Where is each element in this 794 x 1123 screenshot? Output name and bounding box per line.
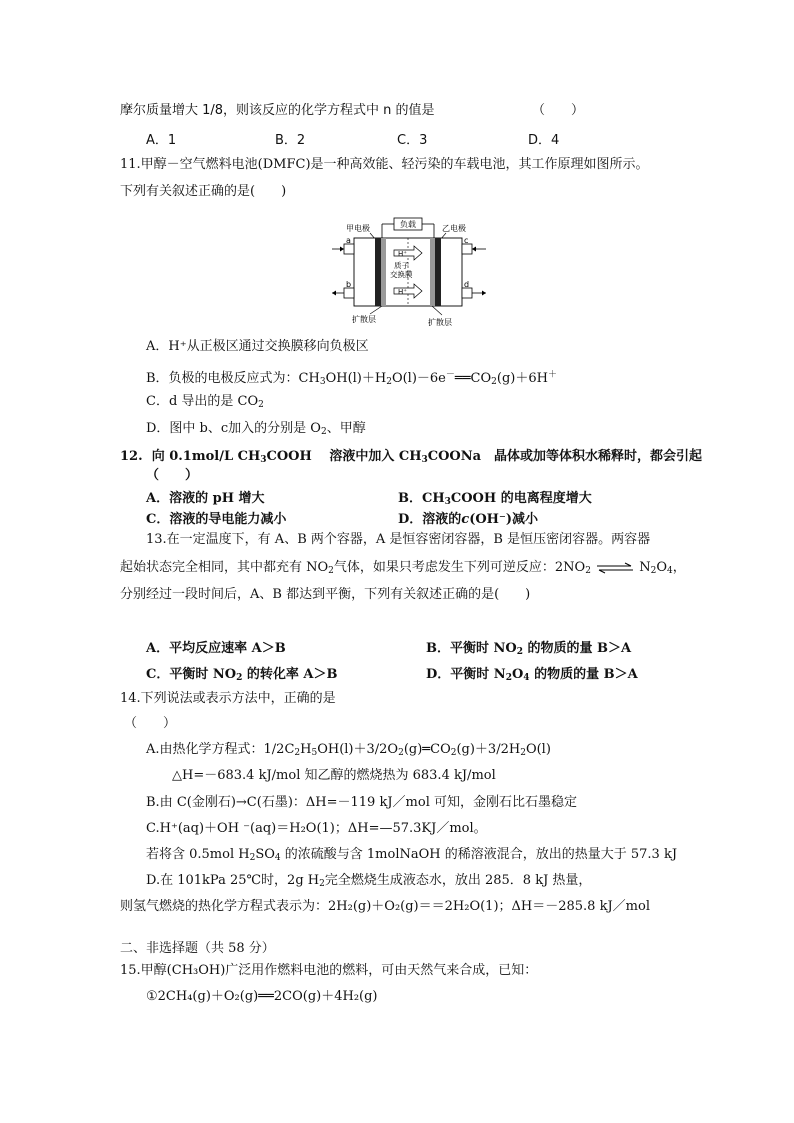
diffusion-label-left: 扩散层 xyxy=(352,315,376,324)
q15-stem: 15.甲醇(CH₃OH)广泛用作燃料电池的燃料，可由天然气来合成，已知： xyxy=(120,963,538,978)
q12-option-a: A．溶液的 pH 增大 xyxy=(146,491,265,506)
diffusion-label-right: 扩散层 xyxy=(428,318,452,327)
q11-option-c: C．d 导出的是 $CO_2$ xyxy=(146,394,264,410)
q11-stem-line1: 11.甲醇－空气燃料电池(DMFC)是一种高效能、轻污染的车载电池，其工作原理如图所示。 xyxy=(120,157,649,172)
q14-option-d-detail: 则氢气燃烧的热化学方程式表示为：2H₂(g)＋O₂(g)＝＝2H₂O(1)；ΔH＝－285.8 kJ／mol xyxy=(120,899,650,914)
q14-option-b: B.由 C(金刚石)→C(石墨)：ΔH=－119 kJ／mol 可知，金刚石比石墨稳定 xyxy=(146,795,577,810)
left-diffusion-layer xyxy=(381,238,386,306)
q14-option-d: D.在 101kPa 25℃时，2g $H_2$完全燃烧生成液态水，放出 285．8 kJ 热量， xyxy=(146,873,592,889)
load-label: 负载 xyxy=(400,220,416,229)
q12-stem: 12. 向 0.1mol/L $CH_3COOH$ 溶液中加入 $CH_3COONa$ 晶体或加等体积水稀释时，都会引起 xyxy=(120,449,703,465)
q13-option-d: D．平衡时 $N_2O_4$ 的物质的量 B＞A xyxy=(426,667,638,683)
q14-option-c-detail: 若将含 0.5mol $H_2SO_4$ 的浓硫酸与含 1molNaOH 的稀溶液混合，放出的热量大于 57.3 kJ xyxy=(146,847,678,863)
q12-option-d: D．溶液的c(OH⁻)减小 xyxy=(398,512,538,527)
membrane-label-2: 交换膜 xyxy=(390,270,413,279)
port-b-label: b xyxy=(346,280,352,289)
right-diffusion-layer xyxy=(430,238,435,306)
fuel-cell-diagram xyxy=(330,216,490,328)
q11-option-a: A．H⁺从正极区通过交换膜移向负极区 xyxy=(146,339,369,354)
q14-stem: 14.下列说法或表示方法中，正确的是 xyxy=(120,691,336,706)
left-electrode xyxy=(375,238,381,306)
q13-line2: 起始状态完全相同，其中都充有 $NO_2$气体，如果只考虑发生下列可逆反应：$2NO_2$ $N_2O_4$， xyxy=(120,560,686,576)
q13-line3: 分别经过一段时间后，A、B 都达到平衡，下列有关叙述正确的是( ) xyxy=(120,587,531,602)
q10-option-a: A．1 xyxy=(146,133,177,148)
q12-option-b: B．$CH_3COOH$ 的电离程度增大 xyxy=(398,491,592,507)
q10-option-b: B．2 xyxy=(275,133,306,148)
q10-option-d: D．4 xyxy=(528,133,560,148)
port-d-label: d xyxy=(464,280,470,289)
section-heading: 二、非选择题（共 58 分） xyxy=(120,941,275,956)
port-a-label: a xyxy=(346,236,351,245)
q10-option-c: C．3 xyxy=(397,133,428,148)
q10-stem-tail: 摩尔质量增大 1/8，则该反应的化学方程式中 n 的值是 xyxy=(120,103,435,118)
q11-option-d: D．图中 b、c加入的分别是 $O_2$、甲醇 xyxy=(146,421,366,437)
q11-option-b: B．负极的电极反应式为：$CH_3OH(l)+H_2O(l)-6e^-══CO_2(g)+6H^+$ xyxy=(146,370,557,387)
q14-answer-paren: （ ） xyxy=(124,716,177,731)
right-electrode-label: 乙电极 xyxy=(442,224,466,233)
proton-label-lower: H⁺ xyxy=(398,288,407,296)
q11-stem-line2: 下列有关叙述正确的是( ) xyxy=(120,184,287,199)
port-c-label: c xyxy=(464,236,469,245)
q14-option-a-detail: △H=－683.4 kJ/mol 知乙醇的燃烧热为 683.4 kJ/mol xyxy=(172,768,496,783)
q14-option-a: A.由热化学方程式：$1/2C_2H_5OH(l)+3/2O_2(g)═CO_2(g)+3/2H_2O(l)$ xyxy=(146,742,551,758)
q13-option-b: B．平衡时 $NO_2$ 的物质的量 B＞A xyxy=(426,641,632,657)
q12-answer-paren: （ ） xyxy=(146,468,199,483)
proton-label-upper: H⁺ xyxy=(398,250,407,258)
q13-line1: 13.在一定温度下，有 A、B 两个容器，A 是恒容密闭容器，B 是恒压密闭容器。两容器 xyxy=(146,532,651,547)
q15-equation-1: ①2CH₄(g)＋O₂(g)══2CO(g)＋4H₂(g) xyxy=(146,989,378,1004)
q10-answer-paren: （ ） xyxy=(532,103,585,118)
q13-option-a: A．平均反应速率 A＞B xyxy=(146,641,286,656)
q12-option-c: C．溶液的导电能力减小 xyxy=(146,512,287,527)
membrane-label-1: 质子 xyxy=(394,261,409,270)
q14-option-c: C.H⁺(aq)＋OH ⁻(aq)＝H₂O(1)；ΔH=—57.3KJ／mol。 xyxy=(146,821,487,836)
right-electrode xyxy=(435,238,441,306)
reversible-arrow-icon xyxy=(595,562,635,574)
q13-option-c: C．平衡时 $NO_2$ 的转化率 A＞B xyxy=(146,667,338,683)
left-electrode-label: 甲电极 xyxy=(346,224,370,233)
